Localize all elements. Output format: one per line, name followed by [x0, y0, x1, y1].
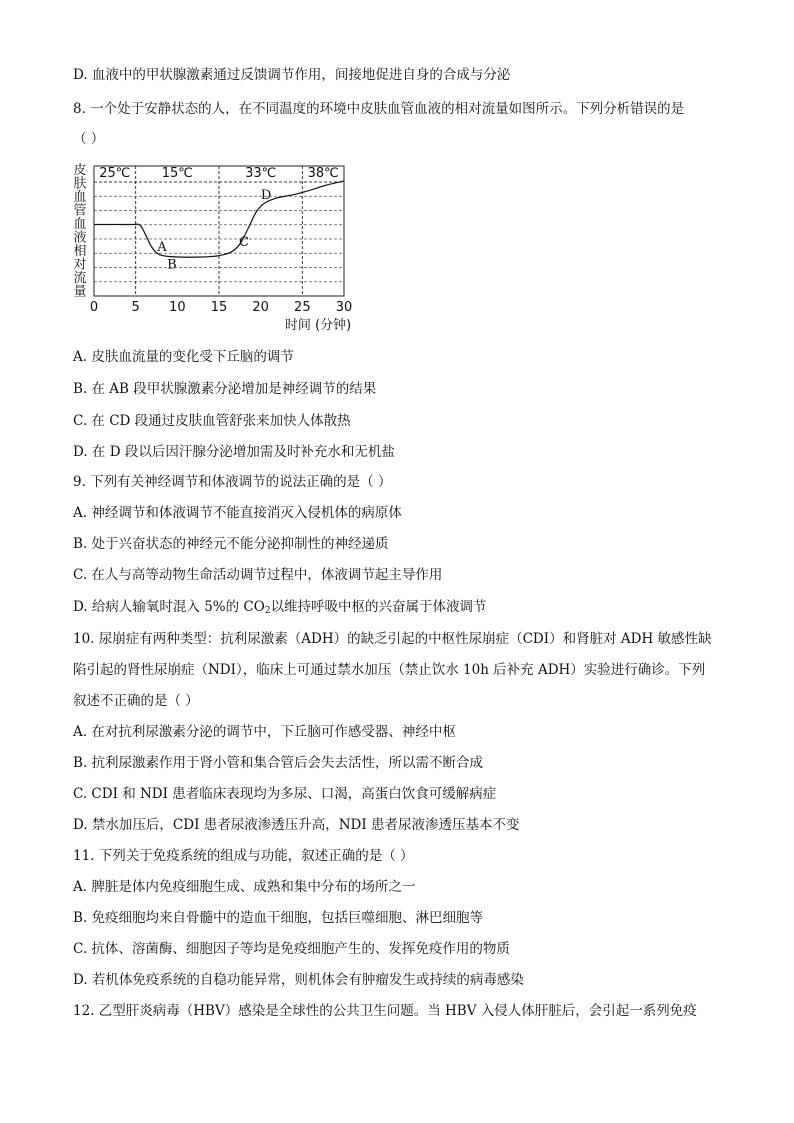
- chart-point-labels: [156, 188, 271, 272]
- q9-option-c: C. 在人与高等动物生命活动调节过程中，体液调节起主导作用: [73, 567, 443, 583]
- q9-option-a: A. 神经调节和体液调节不能直接消灭入侵机体的病原体: [73, 505, 402, 521]
- q11-option-c: C. 抗体、溶菌酶、细胞因子等均是免疫细胞产生的、发挥免疫作用的物质: [73, 941, 510, 957]
- chart-point-a: A: [157, 239, 167, 255]
- chart-point-c: C: [239, 235, 249, 251]
- q9-option-d: [73, 598, 487, 620]
- chart-ylabel-char: 血: [73, 190, 87, 205]
- chart-point-d: D: [260, 188, 272, 204]
- chart-ylabel-char: 管: [73, 203, 87, 219]
- q12-stem: 12. 乙型肝炎病毒（HBV）感染是全球性的公共卫生问题。当 HBV 入侵人体肝脏后，会引起一系列免疫: [73, 1003, 697, 1019]
- q10-line-1: 10. 尿崩症有两种类型：抗利尿激素（ADH）的缺乏引起的中枢性尿崩症（CDI）和肾脏对 ADH 敏感性缺: [73, 631, 712, 647]
- q8-option-a: A. 皮肤血流量的变化受下丘脑的调节: [73, 349, 294, 365]
- q11-option-a: A. 脾脏是体内免疫细胞生成、成熟和集中分布的场所之一: [73, 879, 416, 895]
- q10-option-b: B. 抗利尿激素作用于肾小管和集合管后会失去活性，所以需不断合成: [73, 755, 484, 771]
- q9-stem: 9. 下列有关神经调节和体液调节的说法正确的是（ ）: [73, 474, 392, 490]
- q10-line-2: 陷引起的肾性尿崩症（NDI），临床上可通过禁水加压（禁止饮水 10h 后补充 ADH）实验进行确诊。下列: [73, 662, 706, 678]
- q7-option-d: D. 血液中的甲状腺激素通过反馈调节作用，间接地促进自身的合成与分泌: [73, 67, 511, 83]
- chart-ylabel-char: 血: [73, 217, 87, 232]
- q8-option-d: D. 在 D 段以后因汗腺分泌增加需及时补充水和无机盐: [73, 444, 395, 460]
- chart-point-b: B: [167, 257, 177, 273]
- chart-ylabel-char: 流: [73, 271, 87, 286]
- chart-band-label: 25℃: [99, 166, 131, 181]
- q11-option-d: D. 若机体免疫系统的自稳功能异常，则机体会有肿瘤发生或持续的病毒感染: [73, 972, 524, 988]
- q9-option-b: B. 处于兴奋状态的神经元不能分泌抑制性的神经递质: [73, 536, 389, 552]
- q10-option-d: D. 禁水加压后，CDI 患者尿液渗透压升高，NDI 患者尿液渗透压基本不变: [73, 817, 520, 833]
- chart-x-tick-label: 30: [335, 300, 353, 315]
- chart-ylabel-char: 皮: [73, 163, 87, 178]
- chart-x-ticks: [90, 300, 352, 315]
- chart-band-label: 38℃: [307, 166, 339, 181]
- chart-ylabel: [73, 162, 86, 300]
- q8-stem: 8. 一个处于安静状态的人，在不同温度的环境中皮肤血管血液的相对流量如图所示。下列分析错误的是: [73, 101, 685, 117]
- q9-option-d-post: 以维持呼吸中枢的兴奋属于体液调节: [270, 599, 487, 615]
- q8-option-b: B. 在 AB 段甲状腺激素分泌增加是神经调节的结果: [73, 381, 377, 397]
- chart-x-tick-label: 5: [131, 300, 140, 315]
- q9-option-d-sub: 2: [264, 606, 271, 616]
- chart-xlabel: 时间 (分钟): [284, 318, 352, 333]
- q10-option-a: A. 在对抗利尿激素分泌的调节中，下丘脑可作感受器、神经中枢: [73, 724, 456, 740]
- q10-line-3: 叙述不正确的是（ ）: [73, 693, 199, 709]
- chart-x-tick-label: 15: [210, 300, 228, 315]
- chart-ylabel-char: 液: [73, 230, 87, 246]
- q11-option-b: B. 免疫细胞均来自骨髓中的造血干细胞，包括巨噬细胞、淋巴细胞等: [73, 910, 484, 926]
- chart-band-label: 15℃: [161, 166, 193, 181]
- chart-x-tick-label: 0: [89, 300, 99, 315]
- chart-x-tick-label: 10: [169, 300, 186, 315]
- chart-x-tick-label: 25: [294, 300, 311, 315]
- chart-ylabel-char: 对: [73, 257, 87, 273]
- chart-temperature-bands: [94, 166, 344, 296]
- q8-option-c: C. 在 CD 段通过皮肤血管舒张来加快人体散热: [73, 413, 351, 429]
- q10-option-c: C. CDI 和 NDI 患者临床表现均为多尿、口渴，高蛋白饮食可缓解病症: [73, 786, 497, 802]
- chart-ylabel-char: 量: [73, 284, 87, 300]
- q11-stem: 11. 下列关于免疫系统的组成与功能，叙述正确的是（ ）: [73, 848, 414, 864]
- chart-band-label: 33℃: [245, 166, 277, 181]
- q8-answer-paren: （ ）: [73, 131, 105, 147]
- q9-option-d-pre: D. 给病人输氧时混入 5%的 CO: [73, 599, 265, 615]
- chart-ylabel-char: 肤: [73, 176, 87, 192]
- chart-ylabel-char: 相: [73, 244, 87, 259]
- skin-blood-flow-chart: [68, 157, 368, 337]
- chart-x-tick-label: 20: [252, 300, 269, 315]
